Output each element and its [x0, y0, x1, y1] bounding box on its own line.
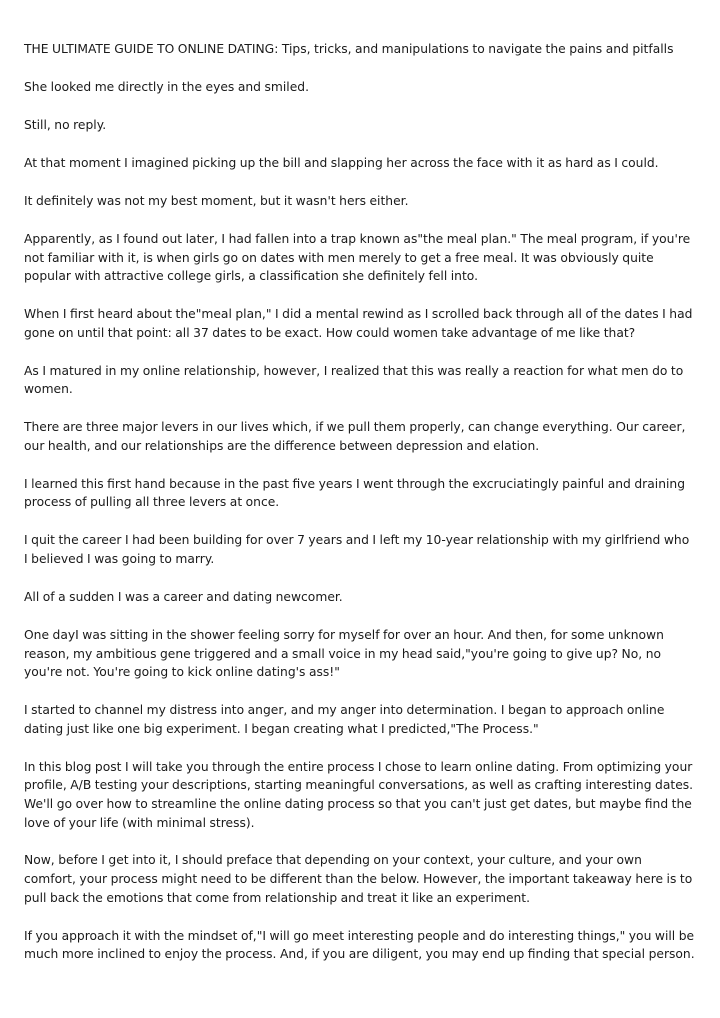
document-title: THE ULTIMATE GUIDE TO ONLINE DATING: Tips, tricks, and manipulations to navigate the pains and pitfalls	[24, 42, 674, 56]
paragraph: I learned this first hand because in the past five years I went through the excruciatingly painful and draining process of pulling all three levers at once.	[24, 476, 685, 510]
paragraph: At that moment I imagined picking up the bill and slapping her across the face with it as hard as I could.	[24, 155, 659, 170]
document-body	[24, 40, 696, 983]
paragraph: As I matured in my online relationship, however, I realized that this was really a reaction for what men do to women.	[24, 363, 684, 397]
paragraph: Now, before I get into it, I should preface that depending on your context, your culture, and your own comfort, your process might need to be different than the below. However, the important takeaway here is to pull back the emotions that come from relationship and treat it like an experiment.	[24, 853, 693, 905]
paragraph: I quit the career I had been building for over 7 years and I left my 10-year relationship with my girlfriend who I believed I was going to marry.	[24, 533, 690, 566]
paragraph: It definitely was not my best moment, but it wasn't hers either.	[24, 193, 409, 208]
paragraph: When I first heard about the"meal plan," I did a mental rewind as I scrolled back through all of the dates I had gone on until that point: all 37 dates to be exact. How could women take advantage of me like that?	[24, 307, 693, 340]
paragraph: There are three major levers in our lives which, if we pull them properly, can change everything. Our career, our health, and our relationships are the difference between depression and elation.	[24, 420, 686, 453]
paragraph: Apparently, as I found out later, I had fallen into a trap known as"the meal plan." The meal program, if you're not familiar with it, is when girls go on dates with men merely to get a free meal. It was obviously quite popular with attractive college girls, a classification she definitely fell into.	[24, 231, 691, 284]
paragraph: Still, no reply.	[24, 117, 107, 132]
paragraph: One dayI was sitting in the shower feeling sorry for myself for over an hour. And then, for some unknown reason, my ambitious gene triggered and a small voice in my head said,"you're going to give up? No, no you're not. You're going to kick online dating's ass!"	[24, 627, 664, 680]
paragraph: I started to channel my distress into anger, and my anger into determination. I began to approach online dating just like one big experiment. I began creating what I predicted,"The Process."	[24, 703, 665, 736]
paragraph: In this blog post I will take you through the entire process I chose to learn online dating. From optimizing your profile, A/B testing your descriptions, starting meaningful conversations, as well as crafting interesting dates. We'll go over how to streamline the online dating process so that you can't just get dates, but maybe find the love of your life (with minimal stress).	[24, 759, 694, 830]
paragraph: She looked me directly in the eyes and smiled.	[24, 79, 309, 94]
paragraph: If you approach it with the mindset of,"I will go meet interesting people and do interesting things," you will be much more inclined to enjoy the process. And, if you are diligent, you may end up finding that special person.	[24, 928, 695, 962]
paragraph: All of a sudden I was a career and dating newcomer.	[24, 589, 343, 604]
